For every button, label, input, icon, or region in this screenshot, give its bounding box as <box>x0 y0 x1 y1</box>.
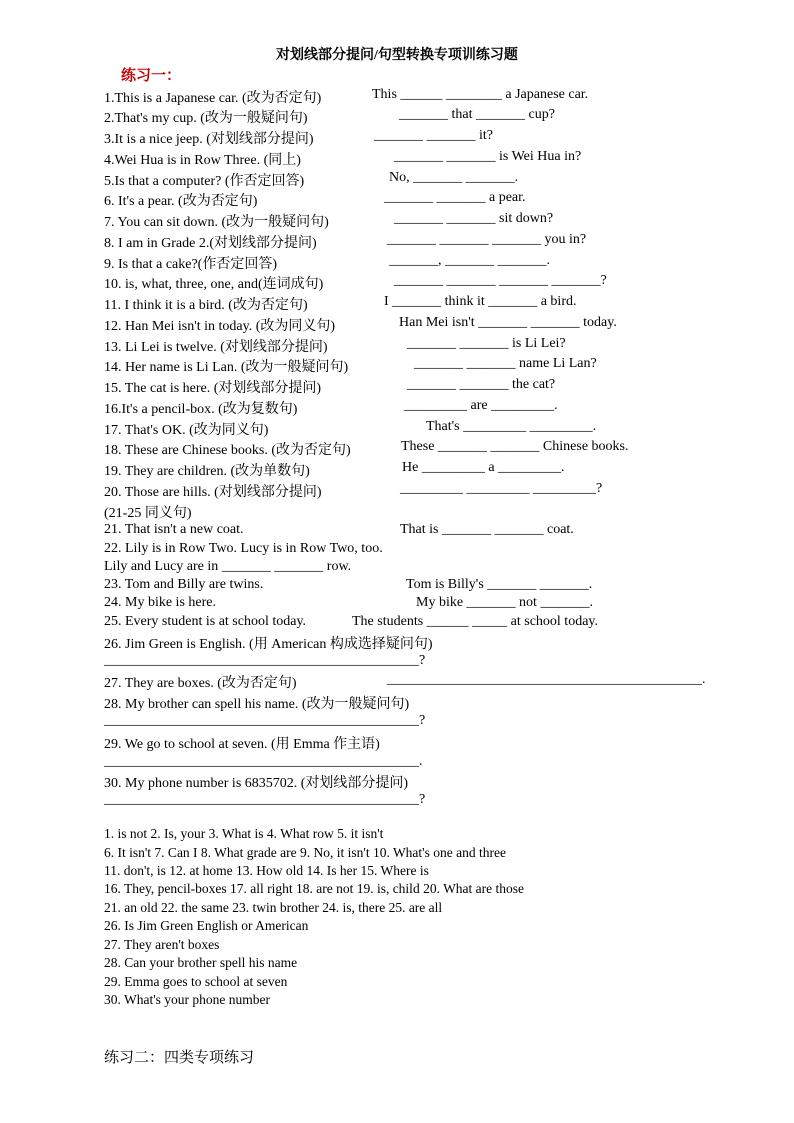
question-text: 3.It is a nice jeep. (对划线部分提问) <box>104 132 314 147</box>
answer-blank: These _______ _______ Chinese books. <box>401 439 629 454</box>
question-text: Lily and Lucy are in _______ _______ row. <box>104 559 352 574</box>
question-row <box>104 772 724 792</box>
section-heading-1: 练习一： <box>121 68 182 84</box>
question-text: 11. I think it is a bird. (改为否定句) <box>104 298 308 313</box>
question-row <box>104 633 724 653</box>
question-text: 22. Lily is in Row Two. Lucy is in Row Two, too. <box>104 541 383 556</box>
question-text: 19. They are children. (改为单数句) <box>104 464 310 479</box>
question-text: 15. The cat is here. (对划线部分提问) <box>104 381 322 396</box>
answer-blank: I _______ think it _______ a bird. <box>384 294 577 309</box>
answer-blank: _______ _______ a pear. <box>384 190 526 205</box>
question-text: 27. They are boxes. (改为否定句) <box>104 676 297 691</box>
page-title: 对划线部分提问/句型转换专项训练习题 <box>276 48 518 63</box>
question-text: 21. That isn't a new coat. <box>104 522 244 537</box>
answer-blank: _______, _______ _______. <box>389 253 550 268</box>
question-row <box>104 336 724 356</box>
question-row <box>104 792 724 812</box>
answer-blank: That is _______ _______ coat. <box>400 522 574 537</box>
question-text: (21-25 同义句) <box>104 506 192 521</box>
question-row <box>104 294 724 314</box>
question-row <box>104 502 724 522</box>
question-text: _____________________________________________? <box>104 792 426 807</box>
question-text: 7. You can sit down. (改为一般疑问句) <box>104 215 329 230</box>
section-heading-2: 练习二：四类专项练习 <box>104 1050 255 1066</box>
answer-line: 6. It isn't 7. Can I 8. What grade are 9. No, it isn't 10. What's one and three <box>104 845 506 860</box>
question-text: 29. We go to school at seven. (用 Emma 作主语) <box>104 737 380 752</box>
question-text: 10. is, what, three, one, and(连词成句) <box>104 277 324 292</box>
answer-blank: _______ _______ the cat? <box>407 377 556 392</box>
question-row <box>104 377 724 397</box>
question-text: 18. These are Chinese books. (改为否定句) <box>104 443 351 458</box>
question-text: 17. That's OK. (改为同义句) <box>104 423 269 438</box>
question-text: 2.That's my cup. (改为一般疑问句) <box>104 111 308 126</box>
question-text: 26. Jim Green is English. (用 American 构成选择疑问句) <box>104 637 433 652</box>
answer-line: 27. They aren't boxes <box>104 937 220 952</box>
answer-blank: He _________ a _________. <box>402 460 565 475</box>
question-text: 4.Wei Hua is in Row Three. (同上) <box>104 153 301 168</box>
question-text: 9. Is that a cake?(作否定回答) <box>104 257 277 272</box>
question-text: 5.Is that a computer? (作否定回答) <box>104 174 305 189</box>
question-text: _____________________________________________? <box>104 653 426 668</box>
answer-blank: _______ _______ _______ _______? <box>394 273 607 288</box>
question-text: 1.This is a Japanese car. (改为否定句) <box>104 91 322 106</box>
question-row <box>104 614 724 634</box>
question-row <box>104 190 724 210</box>
answer-line: 21. an old 22. the same 23. twin brother 24. is, there 25. are all <box>104 900 443 915</box>
answer-blank: _______ _______ name Li Lan? <box>414 356 597 371</box>
question-row <box>104 559 724 579</box>
answer-line: 28. Can your brother spell his name <box>104 955 298 970</box>
answer-blank: That's _________ _________. <box>426 419 597 434</box>
question-row <box>104 733 724 753</box>
question-text: 25. Every student is at school today. <box>104 614 307 629</box>
question-text: 20. Those are hills. (对划线部分提问) <box>104 485 322 500</box>
question-row <box>104 87 724 107</box>
question-text: 8. I am in Grade 2.(对划线部分提问) <box>104 236 317 251</box>
question-row <box>104 356 724 376</box>
question-row <box>104 253 724 273</box>
question-text: 30. My phone number is 6835702. (对划线部分提问) <box>104 776 409 791</box>
question-row <box>104 541 724 561</box>
answer-line: 1. is not 2. Is, your 3. What is 4. What row 5. it isn't <box>104 826 384 841</box>
answer-line: 29. Emma goes to school at seven <box>104 974 288 989</box>
question-text: 14. Her name is Li Lan. (改为一般疑问句) <box>104 360 349 375</box>
answer-blank: My bike _______ not _______. <box>416 595 593 610</box>
question-row <box>104 398 724 418</box>
question-row <box>104 713 724 733</box>
answer-blank: _________ are _________. <box>404 398 558 413</box>
question-row <box>104 170 724 190</box>
question-row <box>104 273 724 293</box>
question-text: 23. Tom and Billy are twins. <box>104 577 264 592</box>
question-row <box>104 577 724 597</box>
question-row <box>104 693 724 713</box>
answer-blank: _______ _______ is Wei Hua in? <box>394 149 582 164</box>
question-text: 16.It's a pencil-box. (改为复数句) <box>104 402 298 417</box>
question-row <box>104 211 724 231</box>
question-row <box>104 315 724 335</box>
answer-blank: _______ _______ _______ you in? <box>387 232 587 247</box>
question-text: 6. It's a pear. (改为否定句) <box>104 194 258 209</box>
answer-blank: The students ______ _____ at school today. <box>352 614 599 629</box>
question-row <box>104 128 724 148</box>
question-text: 12. Han Mei isn't in today. (改为同义句) <box>104 319 336 334</box>
question-row <box>104 460 724 480</box>
answer-line: 30. What's your phone number <box>104 992 271 1007</box>
question-row <box>104 672 724 692</box>
question-row <box>104 232 724 252</box>
question-row <box>104 481 724 501</box>
question-text: 28. My brother can spell his name. (改为一般疑问句) <box>104 697 410 712</box>
question-row <box>104 439 724 459</box>
question-row <box>104 595 724 615</box>
answer-blank: _______ _______ is Li Lei? <box>407 336 566 351</box>
answer-blank: _______ that _______ cup? <box>399 107 555 122</box>
answer-blank: _______ _______ it? <box>374 128 493 143</box>
answer-blank: No, _______ _______. <box>389 170 519 185</box>
question-row <box>104 653 724 673</box>
answer-blank: Han Mei isn't _______ _______ today. <box>399 315 617 330</box>
answer-line: 26. Is Jim Green English or American <box>104 918 309 933</box>
question-row <box>104 522 724 542</box>
answer-blank: _______ _______ sit down? <box>394 211 554 226</box>
question-text: 13. Li Lei is twelve. (对划线部分提问) <box>104 340 328 355</box>
question-text: 24. My bike is here. <box>104 595 216 610</box>
question-row <box>104 419 724 439</box>
question-text: _____________________________________________? <box>104 713 426 728</box>
answer-blank: _____________________________________________. <box>387 672 706 687</box>
question-row <box>104 149 724 169</box>
answer-line: 16. They, pencil-boxes 17. all right 18. are not 19. is, child 20. What are those <box>104 881 525 896</box>
answer-line: 11. don't, is 12. at home 13. How old 14. Is her 15. Where is <box>104 863 429 878</box>
question-row <box>104 754 724 774</box>
answer-blank: _________ _________ _________? <box>400 481 603 496</box>
answer-blank: This ______ ________ a Japanese car. <box>372 87 589 102</box>
answer-blank: Tom is Billy's _______ _______. <box>406 577 593 592</box>
question-row <box>104 107 724 127</box>
question-text: _____________________________________________. <box>104 754 423 769</box>
